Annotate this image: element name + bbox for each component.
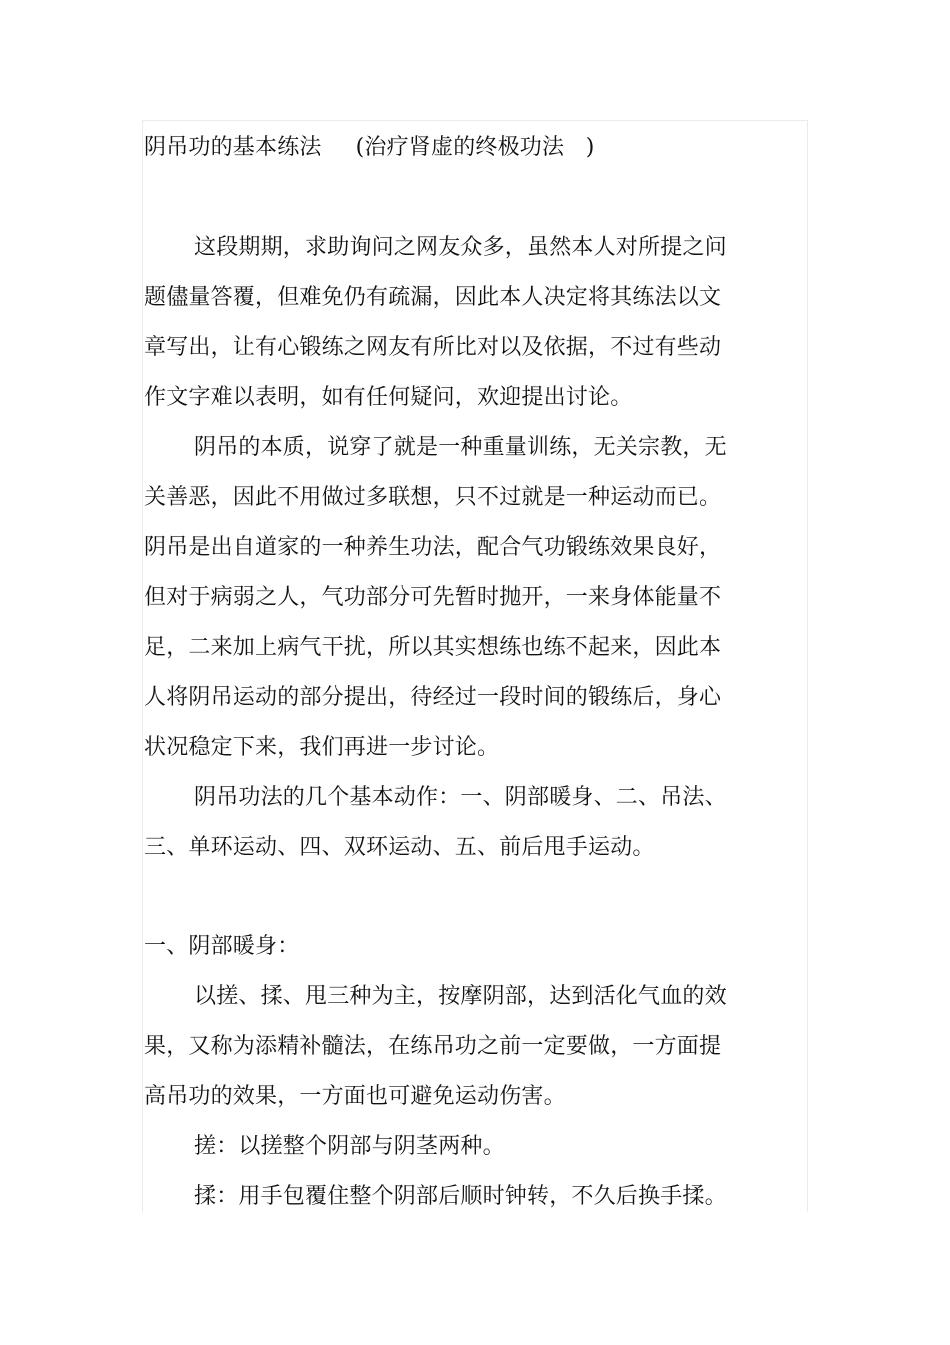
paragraph-line: 但对于病弱之人，气功部分可先暂时抛开，一来身体能量不 xyxy=(144,585,722,610)
title-subtitle: (治疗肾虚的终极功法 ) xyxy=(355,135,595,160)
paragraph-line: 足，二来加上病气干扰，所以其实想练也练不起来，因此本 xyxy=(144,635,722,660)
paragraph-line: 揉：用手包覆住整个阴部后顺时钟转，不久后换手揉。 xyxy=(194,1184,727,1209)
paragraph-line: 以搓、揉、甩三种为主，按摩阴部，达到活化气血的效 xyxy=(194,984,727,1009)
paragraph-line: 关善恶，因此不用做过多联想，只不过就是一种运动而已。 xyxy=(144,485,722,510)
paragraph-line: 人将阴吊运动的部分提出，待经过一段时间的锻练后，身心 xyxy=(144,685,722,710)
paragraph-line: 这段期期，求助询问之网友众多，虽然本人对所提之问 xyxy=(194,235,727,260)
title-main: 阴吊功的基本练法 xyxy=(144,135,322,160)
paragraph-line: 搓：以搓整个阴部与阴茎两种。 xyxy=(194,1134,505,1159)
document-title xyxy=(144,133,595,163)
paragraph-line: 状况稳定下来，我们再进一步讨论。 xyxy=(144,735,500,760)
paragraph-line: 阴吊是出自道家的一种养生功法，配合气功锻练效果良好， xyxy=(144,535,722,560)
paragraph-line: 高吊功的效果，一方面也可避免运动伤害。 xyxy=(144,1084,566,1109)
paragraph-line: 阴吊的本质，说穿了就是一种重量训练，无关宗教，无 xyxy=(194,435,727,460)
section-heading: 一、阴部暖身： xyxy=(144,934,300,959)
paragraph-line: 三、单环运动、四、双环运动、五、前后甩手运动。 xyxy=(144,835,655,860)
paragraph-line: 阴吊功法的几个基本动作：一、阴部暖身、二、吊法、 xyxy=(194,785,727,810)
paragraph-line: 题儘量答覆，但难免仍有疏漏，因此本人决定将其练法以文 xyxy=(144,285,722,310)
paragraph-line: 作文字难以表明，如有任何疑问，欢迎提出讨论。 xyxy=(144,385,633,410)
paragraph-line: 章写出，让有心锻练之网友有所比对以及依据，不过有些动 xyxy=(144,335,722,360)
paragraph-line: 果，又称为添精补髓法，在练吊功之前一定要做，一方面提 xyxy=(144,1034,722,1059)
